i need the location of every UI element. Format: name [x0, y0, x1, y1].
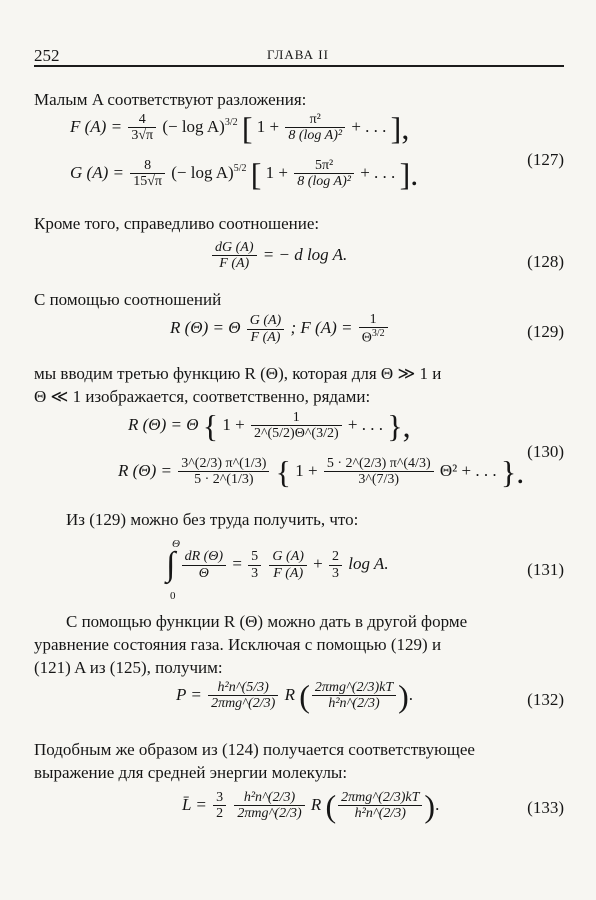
eq128-rhs: = − d log A.	[262, 244, 348, 264]
eq127-l1-exp: 3/2	[224, 117, 238, 129]
eq131-ratio: $\frac{G (A)}{F (A)}$	[269, 549, 307, 581]
eq131-upper-limit: Θ	[172, 538, 180, 550]
eq130-l2-one: 1 +	[295, 460, 318, 480]
running-header	[34, 38, 564, 66]
eq133-R: R	[310, 794, 322, 814]
eq130-l1-tail: + . . .	[347, 414, 383, 434]
eq130-l2-term: $\frac{5 \cdot 2\^{}(2/3) \pi\^{}(4/3)}{3\^{}(7/3)}$	[324, 456, 434, 488]
eq130-l1-one: 1 +	[222, 414, 245, 434]
eq127-l1-one: 1 +	[256, 116, 280, 136]
eq127-l2-bracket-open: [	[250, 155, 262, 192]
paragraph-expansions: Малым A соответствуют разложения:	[34, 90, 307, 109]
eq129-lhs: R (Θ) = Θ	[170, 318, 241, 338]
equation-132	[176, 677, 414, 714]
eq127-l2-factor: (− log A)	[171, 162, 234, 182]
equation-number-127: (127)	[527, 150, 564, 169]
equation-number-132: (132)	[527, 690, 564, 709]
eq133-lhs: L̄ =	[182, 794, 207, 814]
eq130-l2-term-tail: Θ² + . . .	[439, 460, 497, 480]
eq127-l1-bracket-close: ],	[390, 109, 410, 146]
equation-number-128: (128)	[527, 252, 564, 271]
eq133-fraction: $\frac{\text{h²n\textasciicircum{}(2/3)}}{\text{2πmg\textasciicircum{}(2/3)}}$	[234, 790, 304, 822]
eq127-l1-lhs: F (A) =	[70, 116, 123, 136]
eq129-fraction-2: $\frac{1}{\Theta^{3/2}}$	[359, 312, 388, 346]
equation-127-line-1	[70, 109, 410, 146]
paragraph-state-equation-line-3: (121) A из (125), получим:	[34, 658, 223, 677]
eq131-coef-2: $\frac{2}{3}$	[329, 549, 342, 581]
equation-number-130: (130)	[527, 442, 564, 461]
eq127-l2-lhs: G (A) =	[70, 162, 124, 182]
eq129-sep: ; F (A) =	[290, 318, 353, 338]
equation-128	[210, 240, 347, 272]
paragraph-third-function-line-1: мы вводим третью функцию R (Θ), которая для Θ ≫ 1 и	[34, 364, 442, 383]
eq130-l1-brace-open: {	[202, 407, 219, 444]
paragraph-energy-line-2: выражение для средней энергии молекулы:	[34, 763, 348, 782]
eq127-l2-tail: + . . .	[360, 162, 396, 182]
eq132-argument: $\frac{\text{2πmg\textasciicircum{}(2/3)kT}}{\text{h²n\textasciicircum{}(2/3)}}$	[312, 680, 396, 712]
eq128-fraction: $\frac{dG (A)}{F (A)}$	[212, 240, 257, 272]
eq127-l2-exp: 5/2	[233, 163, 247, 175]
eq130-l2-lhs: R (Θ) =	[118, 460, 172, 480]
equation-number-131: (131)	[527, 560, 564, 579]
eq127-l1-bracket-open: [	[241, 109, 253, 146]
equation-130-line-2	[118, 453, 525, 490]
eq127-l1-term: $\frac{\text{π²}}{\text{8 (log A)²}}$	[285, 112, 345, 144]
eq127-l2-bracket-close: ].	[399, 155, 419, 192]
eq132-end: .	[408, 684, 414, 704]
eq131-plus: +	[313, 553, 323, 573]
eq127-l2-one: 1 +	[265, 162, 288, 182]
eq127-l1-tail: + . . .	[351, 116, 387, 136]
eq129-fraction-1: $\frac{G (A)}{F (A)}$	[247, 313, 285, 345]
chapter-title: ГЛАВА II	[267, 47, 329, 62]
equation-number-133: (133)	[527, 798, 564, 817]
equation-130-line-1	[128, 407, 411, 444]
eq127-l2-coef: $\frac{8}{15√\pi}$	[130, 158, 165, 190]
eq130-l2-brace-open: {	[275, 453, 291, 490]
paragraph-energy-line-1: Подобным же образом из (124) получается соответствующее	[34, 740, 475, 759]
eq127-l1-coef: $\frac{4}{3√\pi}$	[128, 112, 156, 144]
paragraph-relation: Кроме того, справедливо соотношение:	[34, 214, 320, 233]
eq130-l2-brace-close: }.	[500, 453, 525, 490]
eq132-paren-close: )	[398, 677, 409, 714]
equation-127-line-2	[70, 155, 419, 192]
equation-133	[182, 787, 440, 824]
paragraph-state-equation-line-2: уравнение состояния газа. Исключая с помощью (129) и	[34, 635, 442, 654]
header-rule	[34, 65, 564, 67]
eq132-paren-open: (	[299, 677, 310, 714]
eq133-argument: $\frac{\text{2πmg\textasciicircum{}(2/3)kT}}{\text{h²n\textasciicircum{}(2/3)}}$	[338, 790, 422, 822]
eq131-tail: log A.	[348, 553, 389, 573]
eq131-integrand: $\frac{dR (\Theta)}{\Theta}$	[182, 549, 227, 581]
page-number: 252	[34, 46, 60, 65]
paragraph-from-129: Из (129) можно без труда получить, что:	[66, 510, 359, 529]
equation-131	[166, 546, 389, 584]
eq131-coef-1: $\frac{5}{3}$	[248, 549, 261, 581]
eq132-lhs: P =	[176, 684, 202, 704]
eq130-l2-coef: $\frac{3\^{}(2/3) \pi\^{}(1/3)}{5 \cdot 2\^{}(1/3)}$	[178, 456, 269, 488]
eq127-l1-factor: (− log A)	[162, 116, 225, 136]
eq132-fraction: $\frac{\text{h²n\textasciicircum{}(5/3)}}{\text{2πmg\textasciicircum{}(2/3)}}$	[208, 680, 278, 712]
eq133-paren-close: )	[424, 787, 436, 824]
eq132-R: R	[284, 684, 295, 704]
paragraph-with-relations: С помощью соотношений	[34, 290, 222, 309]
eq130-l1-term: $\frac{1}{2\^{}(5/2)\Theta\^{}(3/2)}$	[251, 410, 342, 442]
equation-129	[170, 312, 390, 346]
eq127-l2-term: $\frac{\text{5π²}}{\text{8 (log A)²}}$	[294, 158, 354, 190]
paragraph-state-equation-line-1: С помощью функции R (Θ) можно дать в другой форме	[66, 612, 468, 631]
eq133-paren-open: (	[325, 787, 337, 824]
integral-sign: ∫	[166, 546, 176, 583]
eq133-coef: $\frac{3}{2}$	[213, 790, 226, 822]
eq130-l1-brace-close: },	[387, 407, 411, 444]
eq131-lower-limit: 0	[170, 590, 176, 602]
equation-number-129: (129)	[527, 322, 564, 341]
eq133-end: .	[435, 794, 440, 814]
eq130-l1-lhs: R (Θ) = Θ	[128, 414, 199, 434]
eq131-eq: =	[232, 553, 242, 573]
paragraph-third-function-line-2: Θ ≪ 1 изображается, соответственно, рядами:	[34, 387, 371, 406]
